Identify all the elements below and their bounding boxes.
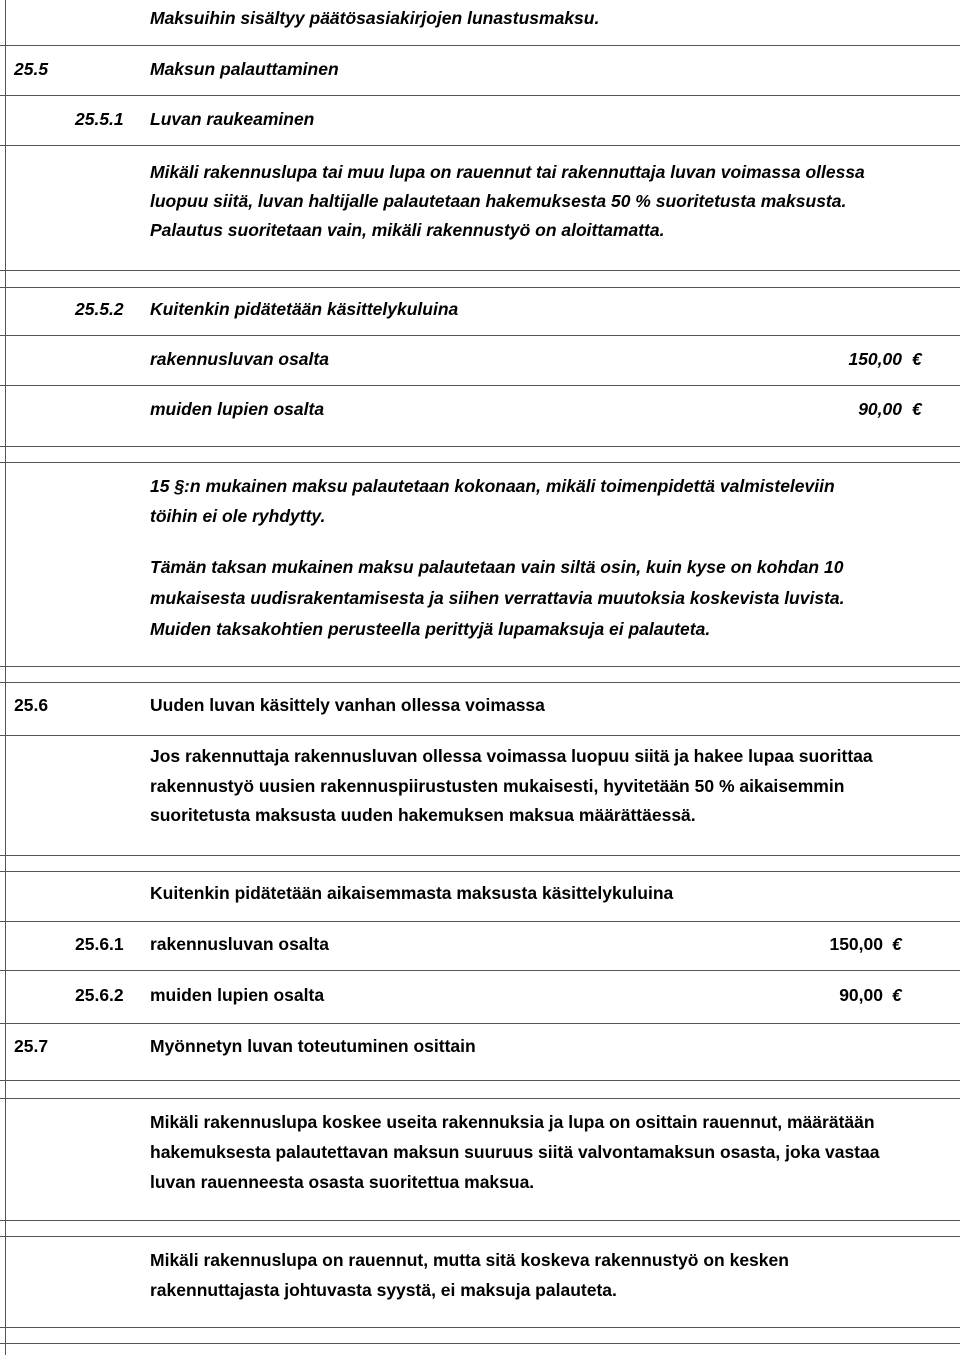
paragraph-line: Mikäli rakennuslupa koskee useita rakennuksia ja lupa on osittain rauennut, määrätään (150, 1112, 875, 1132)
row-divider (0, 682, 960, 683)
row-divider (0, 145, 960, 146)
row-divider (0, 1327, 960, 1328)
fee-label: muiden lupien osalta (150, 399, 325, 419)
paragraph-line: töihin ei ole ryhdytty. (150, 506, 326, 526)
paragraph-line: Mikäli rakennuslupa tai muu lupa on rauennut tai rakennuttaja luvan voimassa ollessa (150, 162, 865, 182)
row-divider (0, 871, 960, 872)
section-number: 25.6.2 (75, 985, 124, 1005)
row-divider (0, 45, 960, 46)
row-divider (0, 855, 960, 856)
paragraph-line: Mikäli rakennuslupa on rauennut, mutta sitä koskeva rakennustyö on kesken (150, 1250, 789, 1270)
row-divider (0, 287, 960, 288)
section-number: 25.5.1 (75, 109, 124, 129)
fee-amount: 150,00 (829, 934, 883, 954)
paragraph-line: luvan rauenneesta osasta suoritettua maksua. (150, 1172, 535, 1192)
section-number: 25.6.1 (75, 934, 124, 954)
section-number: 25.5 (14, 59, 49, 79)
row-divider (0, 1080, 960, 1081)
fee-label: muiden lupien osalta (150, 985, 325, 1005)
row-divider (0, 1220, 960, 1221)
euro-symbol: € (912, 349, 922, 369)
row-divider (0, 735, 960, 736)
fee-label: rakennusluvan osalta (150, 934, 329, 954)
paragraph-line: Palautus suoritetaan vain, mikäli rakennustyö on aloittamatta. (150, 220, 665, 240)
paragraph-line: suoritetusta maksusta uuden hakemuksen maksua määrättäessä. (150, 805, 696, 825)
paragraph-line: 15 §:n mukainen maksu palautetaan kokonaan, mikäli toimenpidettä valmisteleviin (150, 476, 835, 496)
paragraph-line: hakemuksesta palautettavan maksun suuruus siitä valvontamaksun osasta, joka vastaa (150, 1142, 880, 1162)
row-divider (0, 462, 960, 463)
row-divider (0, 921, 960, 922)
row-divider (0, 270, 960, 271)
paragraph-line: Tämän taksan mukainen maksu palautetaan vain siltä osin, kuin kyse on kohdan 10 (150, 557, 844, 577)
paragraph-line: Jos rakennuttaja rakennusluvan ollessa voimassa luopuu siitä ja hakee lupaa suorittaa (150, 746, 873, 766)
row-divider (0, 1023, 960, 1024)
fee-amount: 90,00 (839, 985, 883, 1005)
fee-label: rakennusluvan osalta (150, 349, 329, 369)
table-left-border (5, 0, 6, 1355)
fee-amount: 90,00 (858, 399, 902, 419)
section-title: Kuitenkin pidätetään käsittelykuluina (150, 299, 459, 319)
section-number: 25.6 (14, 695, 49, 715)
row-divider (0, 385, 960, 386)
section-title: Maksun palauttaminen (150, 59, 339, 79)
section-number: 25.7 (14, 1036, 49, 1056)
row-divider (0, 1236, 960, 1237)
paragraph-line: mukaisesta uudisrakentamisesta ja siihen verrattavia muutoksia koskevista luvista. (150, 588, 845, 608)
euro-symbol: € (892, 934, 902, 954)
section-title: Uuden luvan käsittely vanhan ollessa voimassa (150, 695, 545, 715)
euro-symbol: € (912, 399, 922, 419)
paragraph-line: rakennustyö uusien rakennuspiirustusten mukaisesti, hyvitetään 50 % aikaisemmin (150, 776, 845, 796)
paragraph-line: luopuu siitä, luvan haltijalle palautetaan hakemuksesta 50 % suoritetusta maksusta. (150, 191, 847, 211)
row-divider (0, 666, 960, 667)
paragraph-line: rakennuttajasta johtuvasta syystä, ei maksuja palauteta. (150, 1280, 617, 1300)
subsection-heading: Kuitenkin pidätetään aikaisemmasta maksusta käsittelykuluina (150, 883, 674, 903)
row-divider (0, 1098, 960, 1099)
paragraph-line: Muiden taksakohtien perusteella perittyjä lupamaksuja ei palauteta. (150, 619, 711, 639)
section-number: 25.5.2 (75, 299, 124, 319)
row-divider (0, 1343, 960, 1344)
euro-symbol: € (892, 985, 902, 1005)
row-divider (0, 970, 960, 971)
intro-text: Maksuihin sisältyy päätösasiakirjojen lunastusmaksu. (150, 8, 600, 28)
row-divider (0, 335, 960, 336)
row-divider (0, 446, 960, 447)
section-title: Luvan raukeaminen (150, 109, 315, 129)
section-title: Myönnetyn luvan toteutuminen osittain (150, 1036, 476, 1056)
fee-amount: 150,00 (848, 349, 902, 369)
row-divider (0, 95, 960, 96)
